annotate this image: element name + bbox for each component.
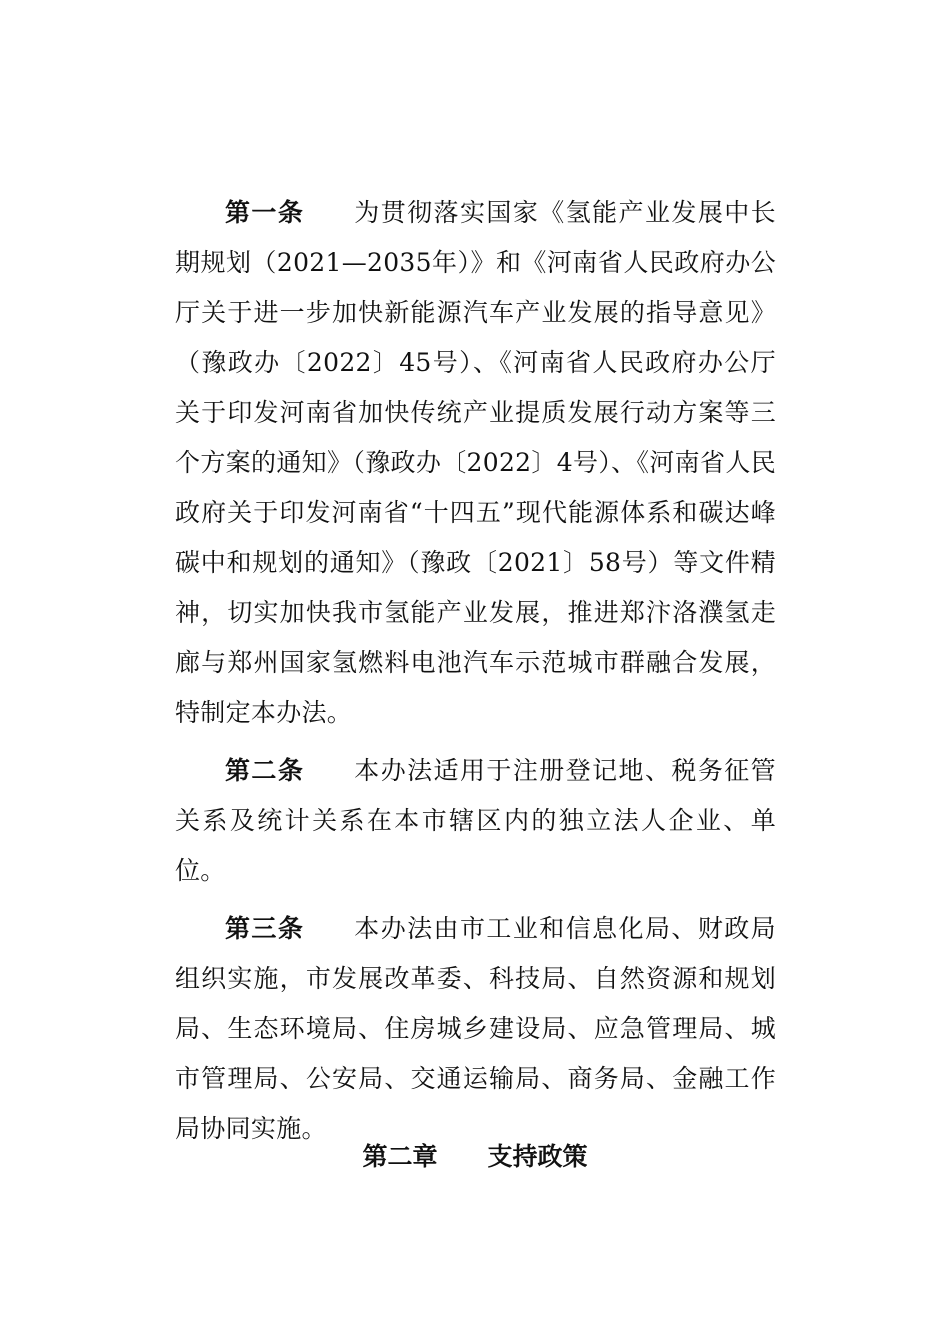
article-number: 第二条 bbox=[225, 756, 305, 785]
article-number: 第一条 bbox=[225, 198, 305, 227]
article-3 bbox=[175, 904, 776, 1154]
chapter-title: 支持政策 bbox=[487, 1142, 588, 1171]
article-text: 本办法由市工业和信息化局、财政局组织实施，市发展改革委、科技局、自然资源和规划局、生态环境局、住房城乡建设局、应急管理局、城市管理局、公安局、交通运输局、商务局、金融工作局协同实施。 bbox=[175, 914, 776, 1143]
article-text: 为贯彻落实国家《氢能产业发展中长期规划（2021—2035年）》和《河南省人民政府办公厅关于进一步加快新能源汽车产业发展的指导意见》（豫政办〔2022〕45号）、《河南省人民政府办公厅关于印发河南省加快传统产业提质发展行动方案等三个方案的通知》（豫政办〔2022〕4号）、《河南省人民政府关于印发河南省“十四五”现代能源体系和碳达峰碳中和规划的通知》（豫政〔2021〕58号）等文件精神，切实加快我市氢能产业发展，推进郑汴洛濮氢走廊与郑州国家氢燃料电池汽车示范城市群融合发展，特制定本办法。 bbox=[175, 198, 776, 727]
article-2 bbox=[175, 746, 776, 896]
article-text: 本办法适用于注册登记地、税务征管关系及统计关系在本市辖区内的独立法人企业、单位。 bbox=[175, 756, 776, 885]
chapter-number: 第二章 bbox=[362, 1142, 438, 1171]
chapter-heading bbox=[0, 1132, 950, 1182]
document-body bbox=[175, 188, 776, 1162]
article-1 bbox=[175, 188, 776, 738]
article-number: 第三条 bbox=[225, 914, 305, 943]
